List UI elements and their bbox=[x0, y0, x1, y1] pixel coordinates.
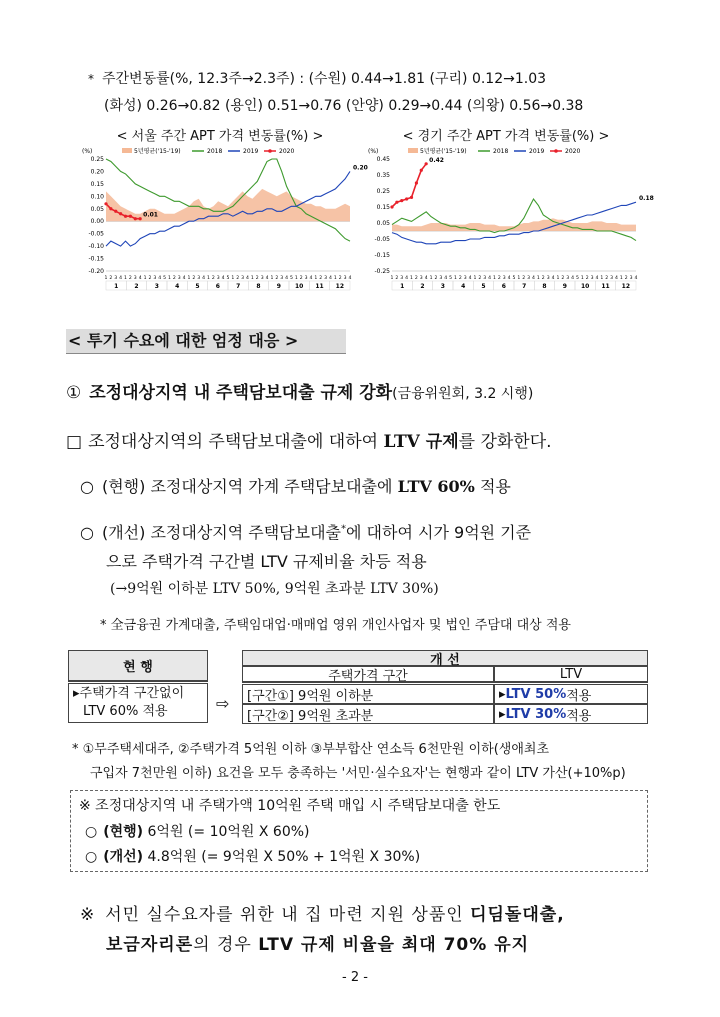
chart-svg bbox=[80, 145, 368, 305]
week-tick-label: 4 bbox=[265, 276, 269, 281]
footnote-2-line-2: 구입자 7천만원 이하) 요건을 모두 충족하는 '서민·실수요자'는 현행과 같이 LTV 가산(+10%p) bbox=[90, 766, 626, 781]
closing-text-2c: LTV 규제 비율을 최대 70% 유지 bbox=[258, 935, 530, 955]
current-header bbox=[68, 650, 208, 682]
week-tick-label: 2 bbox=[624, 276, 628, 281]
item1-suffix: (금융위원회, 3.2 시행) bbox=[392, 386, 534, 402]
week-tick-label: 4 bbox=[405, 276, 409, 281]
y-tick-label: -0.15 bbox=[88, 255, 104, 263]
chart-title: < 경기 주간 APT 가격 변동률(%) > bbox=[402, 129, 610, 144]
week-tick-label: 3 bbox=[400, 276, 404, 281]
month-label: 5 bbox=[481, 283, 486, 290]
week-tick-label: 2 bbox=[128, 276, 132, 281]
data-point-2020 bbox=[114, 210, 117, 213]
month-label: 12 bbox=[335, 283, 345, 290]
week-tick-label: 4 bbox=[182, 276, 186, 281]
col-header-range bbox=[242, 666, 494, 683]
week-tick-label: 1 bbox=[333, 276, 337, 281]
current-body-line-2: LTV 60% 적용 bbox=[83, 704, 168, 719]
week-tick-label: 3 bbox=[197, 276, 201, 281]
row-ltv-value: LTV 30% bbox=[505, 706, 567, 722]
month-label: 1 bbox=[114, 283, 119, 290]
footnote-1: * 全금융권 가계대출, 주택임대업·매매업 영위 개인사업자 및 법인 주담대 대상 적용 bbox=[100, 618, 571, 633]
week-tick-label: 2 bbox=[192, 276, 196, 281]
week-tick-label: 1 bbox=[294, 276, 298, 281]
example-box bbox=[70, 790, 648, 872]
month-label: 3 bbox=[440, 283, 445, 290]
month-label: 11 bbox=[601, 283, 610, 290]
closing-marker: ※ bbox=[80, 905, 96, 925]
week-tick-label: 1 bbox=[143, 276, 147, 281]
chart-title: < 서울 주간 APT 가격 변동률(%) > bbox=[116, 129, 324, 144]
improved-header-text: 개 선 bbox=[430, 652, 460, 668]
row-range-text: [구간①] 9억원 이하분 bbox=[247, 688, 374, 704]
data-point-2020 bbox=[395, 201, 398, 204]
month-label: 2 bbox=[420, 283, 425, 290]
month-label: 7 bbox=[236, 283, 241, 290]
week-tick-label: 4 bbox=[348, 276, 352, 281]
week-tick-label: 1 bbox=[517, 276, 521, 281]
note-text-1: 주간변동률(%, 12.3주→2.3주) : (수원) 0.44→1.81 (구리) 0.12→1.03 bbox=[102, 71, 547, 87]
legend-label: 5년평균('15-'19) bbox=[134, 148, 181, 155]
week-tick-label: 3 bbox=[324, 276, 328, 281]
week-tick-label: 1 bbox=[493, 276, 496, 281]
week-tick-label: 1 bbox=[429, 276, 433, 281]
month-label: 10 bbox=[580, 283, 590, 290]
improved-line-2: 으로 주택가격 구간별 LTV 규제비율 차등 적용 bbox=[106, 552, 427, 571]
week-tick-label: 1 bbox=[231, 276, 235, 281]
y-tick-label: 0.15 bbox=[90, 180, 104, 188]
week-tick-label: 4 bbox=[246, 276, 249, 281]
week-tick-label: 3 bbox=[216, 276, 220, 281]
improved-header bbox=[242, 650, 648, 666]
row-range-text: [구간②] 9억원 초과분 bbox=[247, 708, 374, 724]
week-tick-label: 2 bbox=[541, 276, 545, 281]
row-ltv-value: LTV 50% bbox=[505, 686, 567, 702]
week-tick-label: 4 bbox=[468, 276, 472, 281]
week-tick-label: 4 bbox=[158, 276, 162, 281]
legend-label: 2019 bbox=[529, 148, 545, 155]
y-tick-label: -0.25 bbox=[374, 268, 390, 275]
week-tick-label: 5 bbox=[449, 276, 453, 281]
week-tick-label: 3 bbox=[153, 276, 157, 281]
example-row-2-marker: ○ bbox=[85, 849, 98, 865]
data-point-2020 bbox=[109, 207, 112, 210]
data-point-2020 bbox=[139, 217, 142, 220]
chart-unit: (%) bbox=[82, 148, 93, 155]
week-tick-label: 3 bbox=[114, 276, 118, 281]
series-2018 bbox=[106, 159, 350, 241]
week-tick-label: 4 bbox=[329, 276, 332, 281]
month-label: 8 bbox=[256, 283, 261, 290]
example-row-2-label: (개선) bbox=[103, 849, 144, 865]
y-tick-label: -0.05 bbox=[88, 230, 104, 238]
current-text-b: LTV 60% bbox=[397, 477, 475, 496]
week-tick-label: 3 bbox=[343, 276, 347, 281]
series-area-5yr-avg bbox=[392, 218, 636, 231]
legend-label: 2018 bbox=[207, 148, 223, 155]
lead-text-b: LTV 규제 bbox=[383, 432, 459, 452]
week-tick-label: 3 bbox=[483, 276, 487, 281]
row-apply: 적용 bbox=[566, 708, 592, 724]
week-tick-label: 2 bbox=[148, 276, 152, 281]
item1-heading bbox=[66, 378, 533, 403]
legend-marker bbox=[554, 149, 558, 153]
week-tick-label: 3 bbox=[304, 276, 308, 281]
closing-text-1b: 디딤돌대출, bbox=[470, 905, 565, 925]
week-tick-label: 3 bbox=[566, 276, 570, 281]
chart-svg bbox=[366, 145, 654, 305]
data-point-2020 bbox=[134, 217, 137, 220]
week-tick-label: 1 bbox=[580, 276, 584, 281]
y-tick-label: -0.10 bbox=[88, 243, 104, 251]
row-apply: 적용 bbox=[566, 688, 592, 704]
improved-text-1b: 에 대하여 시가 9억원 기준 bbox=[346, 523, 532, 542]
annotation-label: 0.20 bbox=[353, 164, 368, 172]
data-point-2020 bbox=[425, 162, 428, 165]
table-row-2-ltv bbox=[494, 704, 648, 724]
week-tick-label: 2 bbox=[172, 276, 176, 281]
week-tick-label: 1 bbox=[473, 276, 477, 281]
note-marker: * bbox=[88, 72, 94, 86]
month-label: 4 bbox=[461, 283, 466, 290]
week-tick-label: 2 bbox=[338, 276, 342, 281]
week-tick-label: 2 bbox=[299, 276, 303, 281]
week-tick-label: 2 bbox=[414, 276, 418, 281]
week-tick-label: 1 bbox=[270, 276, 274, 281]
week-tick-label: 2 bbox=[561, 276, 565, 281]
month-label: 12 bbox=[621, 283, 631, 290]
item1-title: 조정대상지역 내 주택담보대출 규제 강화 bbox=[89, 383, 393, 403]
legend-label: 2020 bbox=[565, 148, 581, 155]
month-label: 9 bbox=[276, 283, 281, 290]
week-tick-label: 3 bbox=[610, 276, 614, 281]
data-point-2020 bbox=[119, 212, 122, 215]
closing-text-1a: 서민 실수요자를 위한 내 집 마련 지원 상품인 bbox=[105, 905, 471, 925]
week-tick-label: 2 bbox=[236, 276, 240, 281]
week-tick-label: 1 bbox=[124, 276, 127, 281]
section-heading-text: < 투기 수요에 대한 엄정 대응 > bbox=[68, 331, 299, 350]
week-tick-label: 1 bbox=[250, 276, 254, 281]
data-point-2020 bbox=[124, 215, 127, 218]
improved-line-1 bbox=[80, 520, 531, 543]
month-label: 8 bbox=[542, 283, 547, 290]
week-tick-label: 3 bbox=[260, 276, 264, 281]
current-text-a: (현행) 조정대상지역 가계 주택담보대출에 bbox=[101, 477, 398, 496]
y-tick-label: -0.15 bbox=[374, 252, 390, 259]
week-tick-label: 5 bbox=[289, 276, 293, 281]
week-tick-label: 3 bbox=[502, 276, 506, 281]
week-tick-label: 3 bbox=[590, 276, 594, 281]
week-tick-label: 4 bbox=[221, 276, 225, 281]
month-label: 9 bbox=[562, 283, 567, 290]
legend-label: 2019 bbox=[243, 148, 259, 155]
month-label: 3 bbox=[154, 283, 159, 290]
table-row-2-range bbox=[242, 704, 494, 724]
table-row-1-ltv bbox=[494, 684, 648, 704]
improved-marker: ○ bbox=[80, 523, 94, 542]
y-tick-label: 0.05 bbox=[90, 205, 104, 213]
week-tick-label: 4 bbox=[202, 276, 206, 281]
data-point-2020 bbox=[420, 169, 423, 172]
week-tick-label: 4 bbox=[551, 276, 555, 281]
data-point-2020 bbox=[415, 181, 418, 184]
chart-gyeonggi bbox=[366, 125, 654, 305]
week-tick-label: 3 bbox=[241, 276, 245, 281]
row-bullet: ▸ bbox=[499, 686, 506, 702]
week-tick-label: 5 bbox=[512, 276, 516, 281]
current-marker: ○ bbox=[80, 477, 94, 496]
week-tick-label: 2 bbox=[255, 276, 259, 281]
month-label: 10 bbox=[294, 283, 304, 290]
month-label: 1 bbox=[400, 283, 405, 290]
week-tick-label: 2 bbox=[605, 276, 609, 281]
current-body bbox=[68, 683, 208, 723]
y-tick-label: 0.10 bbox=[90, 193, 104, 201]
week-tick-label: 2 bbox=[319, 276, 323, 281]
current-line bbox=[80, 474, 511, 497]
improved-sup: * bbox=[341, 523, 347, 535]
chart-seoul bbox=[80, 125, 368, 305]
week-tick-label: 3 bbox=[419, 276, 423, 281]
week-tick-label: 2 bbox=[522, 276, 526, 281]
week-tick-label: 5 bbox=[575, 276, 579, 281]
week-tick-label: 4 bbox=[488, 276, 492, 281]
month-label: 4 bbox=[175, 283, 180, 290]
current-header-text: 현 행 bbox=[123, 660, 153, 675]
week-tick-label: 4 bbox=[285, 276, 289, 281]
month-label: 7 bbox=[522, 283, 527, 290]
week-tick-label: 3 bbox=[439, 276, 443, 281]
row-bullet: ▸ bbox=[499, 706, 506, 722]
week-tick-label: 2 bbox=[458, 276, 462, 281]
y-tick-label: 0.20 bbox=[90, 168, 104, 176]
legend-label: 5년평균('15-'19) bbox=[420, 148, 467, 155]
y-tick-label: 0.15 bbox=[376, 204, 390, 211]
annotation-label: 0.01 bbox=[143, 211, 158, 219]
week-tick-label: 3 bbox=[133, 276, 137, 281]
y-tick-label: 0.00 bbox=[90, 218, 104, 226]
example-row-1-text: 6억원 (= 10억원 X 60%) bbox=[143, 824, 310, 840]
week-tick-label: 4 bbox=[634, 276, 638, 281]
week-tick-label: 4 bbox=[595, 276, 599, 281]
week-tick-label: 4 bbox=[507, 276, 511, 281]
week-tick-label: 1 bbox=[556, 276, 560, 281]
current-body-line-1: ▸주택가격 구간없이 bbox=[73, 686, 185, 701]
legend-marker bbox=[268, 149, 272, 153]
week-tick-label: 2 bbox=[478, 276, 482, 281]
legend-swatch bbox=[408, 148, 418, 153]
data-point-2020 bbox=[400, 199, 403, 202]
data-point-2020 bbox=[405, 197, 408, 200]
improved-text-1a: (개선) 조정대상지역 주택담보대출 bbox=[101, 523, 342, 542]
page-number: - 2 - bbox=[342, 970, 368, 985]
example-row-1-marker: ○ bbox=[85, 824, 98, 840]
annotation-label: 0.18 bbox=[639, 195, 654, 203]
week-tick-label: 5 bbox=[163, 276, 167, 281]
table-row-1-range bbox=[242, 684, 494, 704]
week-tick-label: 4 bbox=[532, 276, 535, 281]
current-text-c: 적용 bbox=[474, 477, 511, 496]
y-tick-label: -0.05 bbox=[374, 236, 390, 243]
lead-line bbox=[66, 427, 552, 452]
week-tick-label: 1 bbox=[410, 276, 413, 281]
week-tick-label: 4 bbox=[615, 276, 618, 281]
week-tick-label: 1 bbox=[167, 276, 171, 281]
y-tick-label: -0.20 bbox=[88, 268, 104, 275]
week-tick-label: 2 bbox=[109, 276, 113, 281]
week-tick-label: 4 bbox=[309, 276, 313, 281]
week-tick-label: 1 bbox=[187, 276, 191, 281]
week-tick-label: 3 bbox=[280, 276, 284, 281]
week-tick-label: 5 bbox=[226, 276, 230, 281]
data-point-2020 bbox=[129, 215, 132, 218]
lead-text-a: 조정대상지역의 주택담보대출에 대하여 bbox=[88, 432, 384, 452]
example-row-2-text: 4.8억원 (= 9억원 X 50% + 1억원 X 30%) bbox=[143, 849, 421, 865]
example-row-1 bbox=[85, 821, 310, 841]
month-label: 6 bbox=[215, 283, 220, 290]
annotation-label: 0.42 bbox=[429, 156, 444, 164]
improved-line-3: (→9억원 이하분 LTV 50%, 9억원 초과분 LTV 30%) bbox=[110, 581, 439, 597]
data-point-2020 bbox=[104, 202, 107, 205]
y-tick-label: 0.25 bbox=[90, 156, 104, 163]
week-tick-label: 3 bbox=[527, 276, 531, 281]
y-tick-label: 0.45 bbox=[376, 156, 390, 163]
lead-text-c: 를 강화한다. bbox=[458, 432, 552, 452]
week-tick-label: 3 bbox=[177, 276, 181, 281]
legend-label: 2020 bbox=[279, 148, 295, 155]
month-label: 2 bbox=[134, 283, 139, 290]
data-point-2020 bbox=[410, 196, 413, 199]
y-tick-label: 0.35 bbox=[376, 172, 390, 179]
week-tick-label: 1 bbox=[104, 276, 108, 281]
note-line-1 bbox=[88, 68, 546, 88]
section-heading bbox=[66, 329, 346, 354]
week-tick-label: 1 bbox=[453, 276, 457, 281]
week-tick-label: 2 bbox=[395, 276, 399, 281]
legend-swatch bbox=[122, 148, 132, 153]
week-tick-label: 2 bbox=[497, 276, 501, 281]
month-label: 6 bbox=[501, 283, 506, 290]
chart-unit: (%) bbox=[368, 148, 379, 155]
example-title: ※ 조정대상지역 내 주택가액 10억원 주택 매입 시 주택담보대출 한도 bbox=[79, 798, 501, 814]
week-tick-label: 4 bbox=[571, 276, 575, 281]
week-tick-label: 3 bbox=[629, 276, 633, 281]
lead-marker: □ bbox=[66, 432, 83, 452]
week-tick-label: 4 bbox=[444, 276, 448, 281]
week-tick-label: 4 bbox=[424, 276, 428, 281]
note-line-2: (화성) 0.26→0.82 (용인) 0.51→0.76 (안양) 0.29→0.44 (의왕) 0.56→0.38 bbox=[104, 98, 584, 114]
col-header-ltv bbox=[494, 666, 648, 683]
week-tick-label: 1 bbox=[207, 276, 210, 281]
week-tick-label: 4 bbox=[138, 276, 142, 281]
week-tick-label: 2 bbox=[275, 276, 279, 281]
y-tick-label: 0.25 bbox=[376, 188, 390, 195]
example-row-2 bbox=[85, 846, 420, 866]
week-tick-label: 4 bbox=[119, 276, 123, 281]
week-tick-label: 2 bbox=[585, 276, 589, 281]
month-label: 5 bbox=[195, 283, 200, 290]
week-tick-label: 3 bbox=[546, 276, 550, 281]
item1-number: ① bbox=[66, 383, 82, 403]
example-row-1-label: (현행) bbox=[103, 824, 144, 840]
closing-line-2 bbox=[106, 930, 529, 955]
data-point-2020 bbox=[390, 205, 393, 208]
week-tick-label: 1 bbox=[536, 276, 540, 281]
week-tick-label: 2 bbox=[211, 276, 215, 281]
footnote-2-line-1: * ①무주택세대주, ②주택가격 5억원 이하 ③부부합산 연소득 6천만원 이하(생애최초 bbox=[72, 742, 550, 757]
week-tick-label: 2 bbox=[434, 276, 438, 281]
closing-text-2b: 의 경우 bbox=[193, 935, 259, 955]
week-tick-label: 3 bbox=[463, 276, 467, 281]
week-tick-label: 1 bbox=[314, 276, 318, 281]
col-header-range-text: 주택가격 구간 bbox=[328, 668, 408, 684]
closing-text-2a: 보금자리론 bbox=[106, 935, 194, 955]
arrow-icon: ⇨ bbox=[216, 694, 230, 713]
legend-label: 2018 bbox=[493, 148, 509, 155]
week-tick-label: 1 bbox=[600, 276, 604, 281]
month-label: 11 bbox=[315, 283, 324, 290]
col-header-ltv-text: LTV bbox=[559, 666, 583, 682]
week-tick-label: 1 bbox=[619, 276, 623, 281]
week-tick-label: 1 bbox=[390, 276, 394, 281]
closing-line-1 bbox=[80, 900, 565, 925]
y-tick-label: 0.05 bbox=[376, 220, 390, 227]
